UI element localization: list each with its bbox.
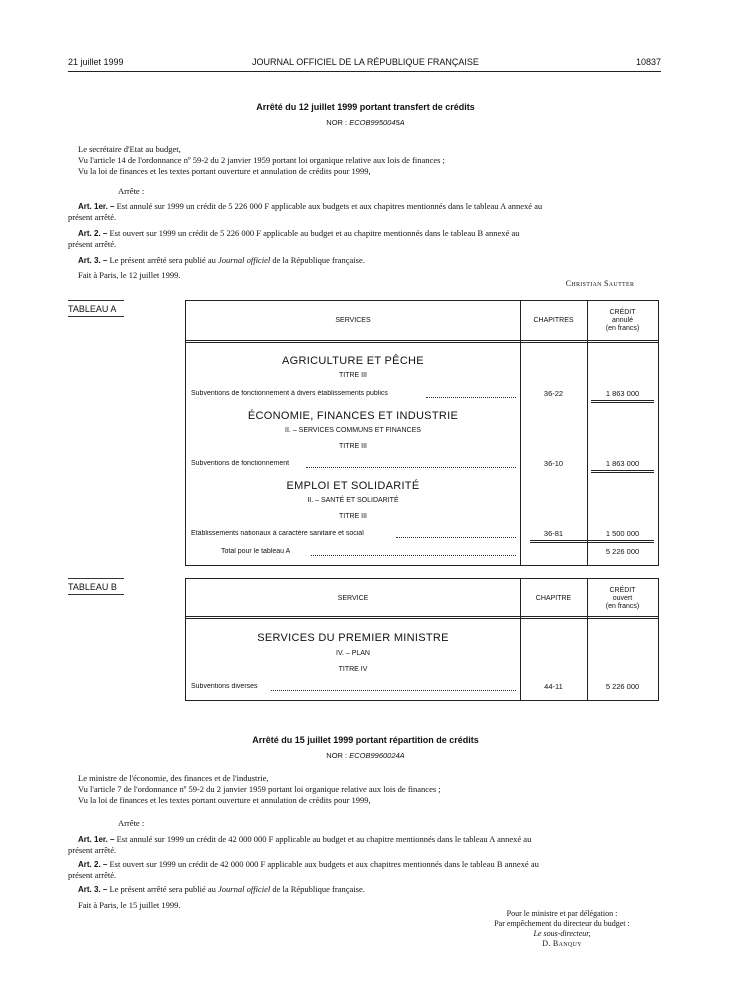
tableau-b-titre: TITRE IV xyxy=(338,666,368,673)
tableau-a-col-credit: CRÉDIT annulé (en francs) xyxy=(605,309,640,332)
tableau-a-col-services: SERVICES xyxy=(335,317,371,324)
tableau-b-rule-top xyxy=(68,578,124,579)
tableau-a-amount-3: 1 500 000 xyxy=(605,529,640,538)
tableau-a-amount-1: 1 863 000 xyxy=(605,389,640,398)
decree2-intro-1: Le ministre de l'économie, des finances et de l'industrie, xyxy=(78,773,269,783)
tableau-a-col-chapitres: CHAPITRES xyxy=(533,317,574,324)
tableau-a-total-label: Total pour le tableau A xyxy=(221,548,291,555)
decree2-intro-2: Vu l'article 7 de l'ordonnance nº 59-2 du 2 janvier 1959 portant loi organique relative aux lois de finances ; xyxy=(78,784,441,794)
tableau-a-ministry-1: AGRICULTURE ET PÊCHE xyxy=(282,355,424,367)
tableau-b-table xyxy=(185,578,659,701)
tableau-a-titre-3: TITRE III xyxy=(339,513,367,520)
decree1-article-2: Art. 2. – Est ouvert sur 1999 un crédit de 5 226 000 F applicable au budget et au chapitre mentionnés dans le tableau B annexé au présent arrêté. xyxy=(68,228,520,249)
decree2-signature-line-1: Pour le ministre et par délégation : xyxy=(506,909,618,918)
decree2-arrete: Arrête : xyxy=(118,818,145,828)
tableau-a-sub-3: II. – SANTÉ ET SOLIDARITÉ xyxy=(307,497,399,504)
decree2-nor: NOR : ECOB9960024A xyxy=(326,751,405,760)
decree2-signature-line-2: Par empêchement du directeur du budget : xyxy=(494,919,630,928)
decree2-article-2: Art. 2. – Est ouvert sur 1999 un crédit de 42 000 000 F applicable aux budgets et aux chapitres mentionnés dans le tableau B annexé au présent arrêté. xyxy=(68,859,539,880)
tableau-b-col-credit: CRÉDIT ouvert (en francs) xyxy=(605,587,640,610)
decree1-intro-2: Vu l'article 14 de l'ordonnance nº 59-2 du 2 janvier 1959 portant loi organique relative aux lois de finances ; xyxy=(78,155,445,165)
tableau-a-line-1: Subventions de fonctionnement à divers établissements publics xyxy=(191,390,388,397)
decree1-nor-code: ECOB9950045A xyxy=(349,118,405,127)
tableau-b-ministry: SERVICES DU PREMIER MINISTRE xyxy=(257,632,449,644)
header-journal-title: JOURNAL OFFICIEL DE LA RÉPUBLIQUE FRANÇAISE xyxy=(252,57,479,67)
decree2-signature-line-3: Le sous-directeur, xyxy=(533,929,591,938)
tableau-a-amount-2: 1 863 000 xyxy=(605,459,640,468)
decree1-signature: Christian Sautter xyxy=(565,279,635,288)
decree2-nor-code: ECOB9960024A xyxy=(349,751,405,760)
header-page-number: 10837 xyxy=(635,57,661,67)
decree1-intro-1: Le secrétaire d'Etat au budget, xyxy=(78,144,181,154)
tableau-b-rule-bottom xyxy=(68,594,124,595)
tableau-a-titre-2: TITRE III xyxy=(339,443,367,450)
decree2-article-1: Art. 1er. – Est annulé sur 1999 un crédit de 42 000 000 F applicable au budget et au chapitre mentionnés dans le tableau A annexé au présent arrêté. xyxy=(68,834,532,855)
decree1-fait: Fait à Paris, le 12 juillet 1999. xyxy=(78,270,181,280)
tableau-b-sub: IV. – PLAN xyxy=(336,650,370,657)
tableau-a-rule-top xyxy=(68,300,124,301)
header-rule xyxy=(68,71,661,72)
decree1-article-1: Art. 1er. – Est annulé sur 1999 un crédit de 5 226 000 F applicable aux budgets et aux chapitres mentionnés dans le tableau A annexé au présent arrêté. xyxy=(68,201,543,222)
tableau-b-line: Subventions diverses xyxy=(191,683,258,690)
decree1-title: Arrêté du 12 juillet 1999 portant transfert de crédits xyxy=(256,102,475,112)
decree2-article-3: Art. 3. – Le présent arrêté sera publié au Journal officiel de la République française. xyxy=(78,884,365,894)
tableau-a-chapter-3: 36-81 xyxy=(543,529,564,538)
tableau-a-ministry-2: ÉCONOMIE, FINANCES ET INDUSTRIE xyxy=(247,410,459,422)
decree1-arrete: Arrête : xyxy=(118,186,145,196)
tableau-a-ministry-3: EMPLOI ET SOLIDARITÉ xyxy=(286,480,420,492)
tableau-b-col-chapitre: CHAPITRE xyxy=(535,595,572,602)
decree2-intro-3: Vu la loi de finances et les textes portant ouverture et annulation de crédits pour 1999, xyxy=(78,795,371,805)
decree1-intro-3: Vu la loi de finances et les textes portant ouverture et annulation de crédits pour 1999, xyxy=(78,166,371,176)
header-date: 21 juillet 1999 xyxy=(68,57,124,67)
decree1-nor: NOR : ECOB9950045A xyxy=(326,118,405,127)
tableau-a-titre-1: TITRE III xyxy=(339,372,367,379)
tableau-b-label: TABLEAU B xyxy=(68,582,117,592)
decree2-signature-name: D. Banquy xyxy=(542,939,582,948)
decree1-article-3: Art. 3. – Le présent arrêté sera publié au Journal officiel de la République française. xyxy=(78,255,365,265)
decree2-signature-block xyxy=(462,909,662,949)
decree2-fait: Fait à Paris, le 15 juillet 1999. xyxy=(78,900,181,910)
tableau-a-total-amount: 5 226 000 xyxy=(605,547,640,556)
tableau-a-chapter-1: 36-22 xyxy=(543,389,564,398)
decree2-title: Arrêté du 15 juillet 1999 portant répartition de crédits xyxy=(252,735,479,745)
tableau-a-line-2: Subventions de fonctionnement xyxy=(191,460,290,467)
tableau-b-amount: 5 226 000 xyxy=(605,682,640,691)
tableau-b-chapter: 44-11 xyxy=(544,682,563,691)
tableau-a-sub-2: II. – SERVICES COMMUNS ET FINANCES xyxy=(285,427,421,434)
tableau-a-table xyxy=(185,300,659,566)
tableau-b-col-service: SERVICE xyxy=(337,595,369,602)
tableau-a-chapter-2: 36-10 xyxy=(543,459,564,468)
tableau-a-rule-bottom xyxy=(68,316,124,317)
tableau-a-label: TABLEAU A xyxy=(68,304,117,314)
tableau-a-line-3: Etablissements nationaux à caractère sanitaire et social xyxy=(191,530,364,537)
